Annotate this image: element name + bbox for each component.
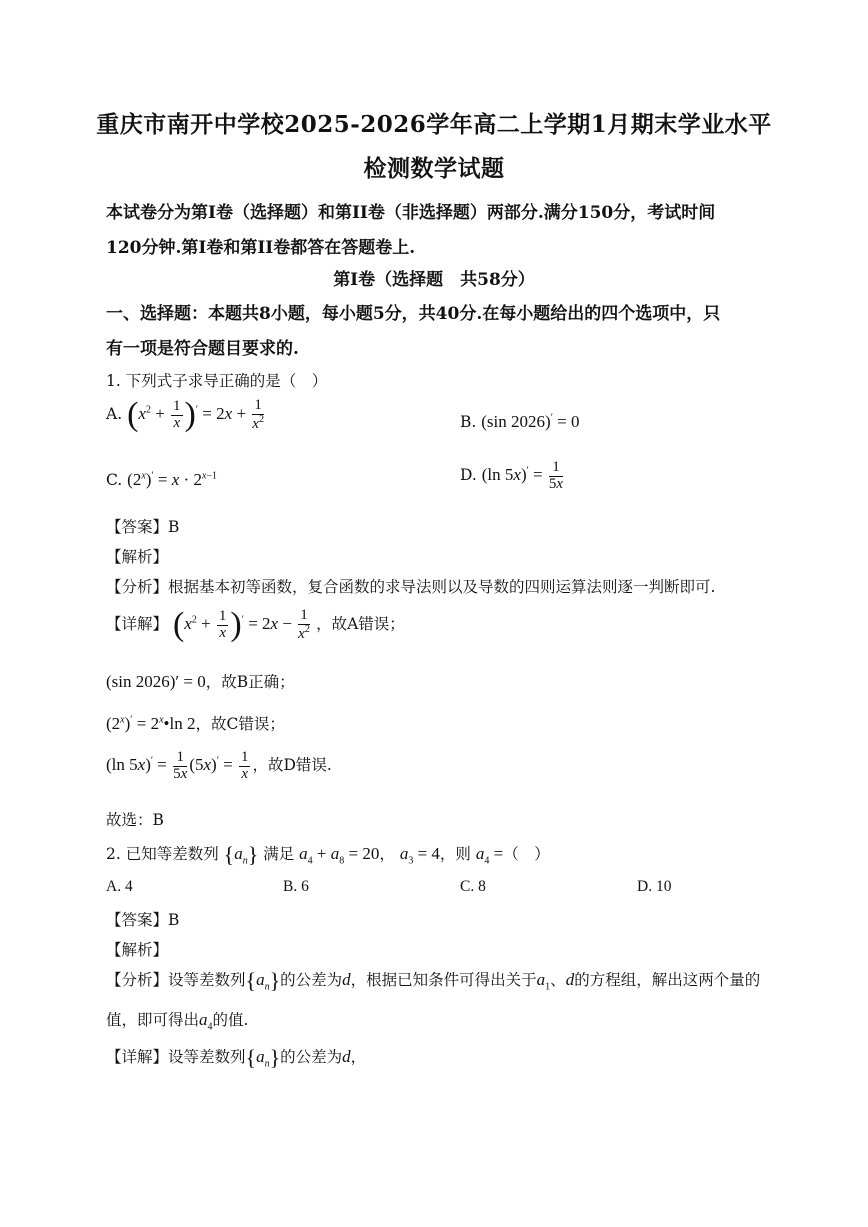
part1-heading: 第I卷（选择题 共58分）: [333, 270, 535, 290]
q2-fenxi-2b: 的值.: [212, 1011, 249, 1029]
q2-fenxi-a1: $a_1$: [536, 970, 551, 993]
q2-target: $a_4$ =: [475, 844, 504, 867]
q1-option-c-label: C.: [106, 471, 123, 489]
q2-fenxi-1a: 【分析】设等差数列: [106, 971, 246, 989]
q1-detail-c-tail: ，故C错误；: [195, 715, 285, 733]
q1-option-a: [106, 398, 266, 433]
q1-detail-a: [106, 608, 405, 643]
q1-option-a-label: A.: [106, 405, 123, 424]
q2-sequence: $\{a_n\}$: [223, 842, 259, 868]
q1-detail-a-formula: ($x^2$ + $\frac{1}{x}$ )′ = 2x − $\frac{1}{x^2}$: [172, 606, 310, 644]
q1-detail-b: [106, 670, 295, 692]
q2-option-d: D. 10: [637, 878, 672, 895]
q1-option-d-formula: (ln 5x)′ = $\frac{1}{5x}$: [481, 459, 564, 492]
q2-stem-mid2: ，: [379, 845, 395, 863]
doc-title-line1: 重庆市南开中学校2025-2026学年高二上学期1月期末学业水平: [96, 111, 772, 138]
q1-detail-a-tail: ，故A错误；: [316, 615, 405, 634]
q1-analysis-label: 【解析】: [106, 548, 169, 566]
q2-stem-mid: 满足: [263, 845, 295, 863]
q2-detail: [106, 1045, 366, 1071]
q1-detail-d-formula: (ln 5x)′ = $\frac{1}{5x}$ (5x)′ = $\frac{1}{x}$: [106, 749, 249, 782]
q2-stem: [106, 842, 550, 868]
q2-option-b: B. 6: [283, 878, 309, 895]
q1-choose: 故选：B: [106, 811, 164, 829]
q2-fenxi-d2: d: [565, 970, 575, 989]
q1-option-d: [460, 460, 565, 493]
section1-line1: 一、选择题：本题共8小题，每小题5分，共40分.在每小题给出的四个选项中，只: [106, 304, 721, 324]
q2-fenxi-line2: [106, 1008, 248, 1032]
q1-detail-d-tail: ，故D错误.: [252, 756, 332, 775]
q1-option-b-label: B.: [460, 413, 477, 431]
q2-detail-d: d: [342, 1047, 351, 1066]
q2-fenxi-1d: 、: [550, 971, 566, 989]
q2-condition-1: $a_4 + a_8 = 20$: [299, 844, 380, 867]
q2-stem-end: （ ）: [503, 845, 550, 863]
q2-fenxi-1e: 的方程组，解出这两个量的: [574, 971, 761, 989]
q1-detail-c: [106, 712, 285, 734]
q1-option-c: [106, 470, 217, 490]
q1-fenxi: 【分析】根据基本初等函数，复合函数的求导法则以及导数的四则运算法则逐一判断即可.: [106, 578, 716, 596]
q2-option-a: A. 4: [106, 878, 133, 895]
q2-fenxi-d: d: [342, 970, 351, 989]
q2-detail-a: 【详解】设等差数列: [106, 1048, 246, 1066]
q2-fenxi-1c: ，根据已知条件可得出关于: [350, 971, 537, 989]
section1-line2: 有一项是符合题目要求的.: [106, 339, 299, 359]
q2-fenxi-line1: [106, 968, 760, 994]
q1-stem: 1. 下列式子求导正确的是（ ）: [106, 372, 328, 390]
q2-stem-prefix: 2. 已知等差数列: [106, 845, 219, 863]
q2-option-c: C. 8: [460, 878, 486, 895]
q2-analysis-label: 【解析】: [106, 941, 169, 959]
q2-detail-seq: $\{a_n\}$: [245, 1045, 281, 1071]
q1-option-a-formula: ($x^2$ + $\frac{1}{x}$ )′ = 2x + $\frac{1}{x^2}$: [127, 396, 264, 434]
q2-fenxi-a4: $a_4$: [199, 1010, 213, 1033]
q1-detail-b-tail: ，故B正确；: [205, 673, 295, 691]
q2-condition-2: $a_3 = 4$: [399, 844, 440, 867]
q2-fenxi-seq: $\{a_n\}$: [245, 968, 281, 994]
q1-option-b: [460, 412, 579, 432]
q2-fenxi-1b: 的公差为: [280, 971, 343, 989]
q2-detail-c: ，: [350, 1048, 367, 1066]
q1-detail-c-formula: $(2^x)'$ = $2^x•\ln$ 2: [106, 714, 196, 733]
q2-stem-tail: ，则: [439, 845, 471, 863]
q1-detail-d: [106, 750, 332, 783]
q2-detail-b: 的公差为: [280, 1048, 343, 1066]
q1-option-b-formula: (sin 2026)′ = 0: [481, 412, 580, 431]
q2-answer: 【答案】B: [106, 911, 180, 929]
q1-option-c-formula: $(2^x)' = x \cdot 2^{x-1}$: [127, 470, 218, 489]
doc-title-line2: 检测数学试题: [363, 155, 505, 182]
intro-line2: 120分钟.第I卷和第II卷都答在答题卷上.: [106, 238, 416, 258]
intro-line1: 本试卷分为第I卷（选择题）和第II卷（非选择题）两部分.满分150分，考试时间: [106, 203, 716, 223]
q1-detail-label: 【详解】: [106, 615, 169, 634]
q1-option-d-label: D.: [460, 466, 477, 485]
q2-fenxi-2a: 值，即可得出: [106, 1011, 200, 1029]
q1-answer: 【答案】B: [106, 518, 180, 536]
q1-detail-b-formula: (sin 2026)′ = 0: [106, 672, 206, 691]
